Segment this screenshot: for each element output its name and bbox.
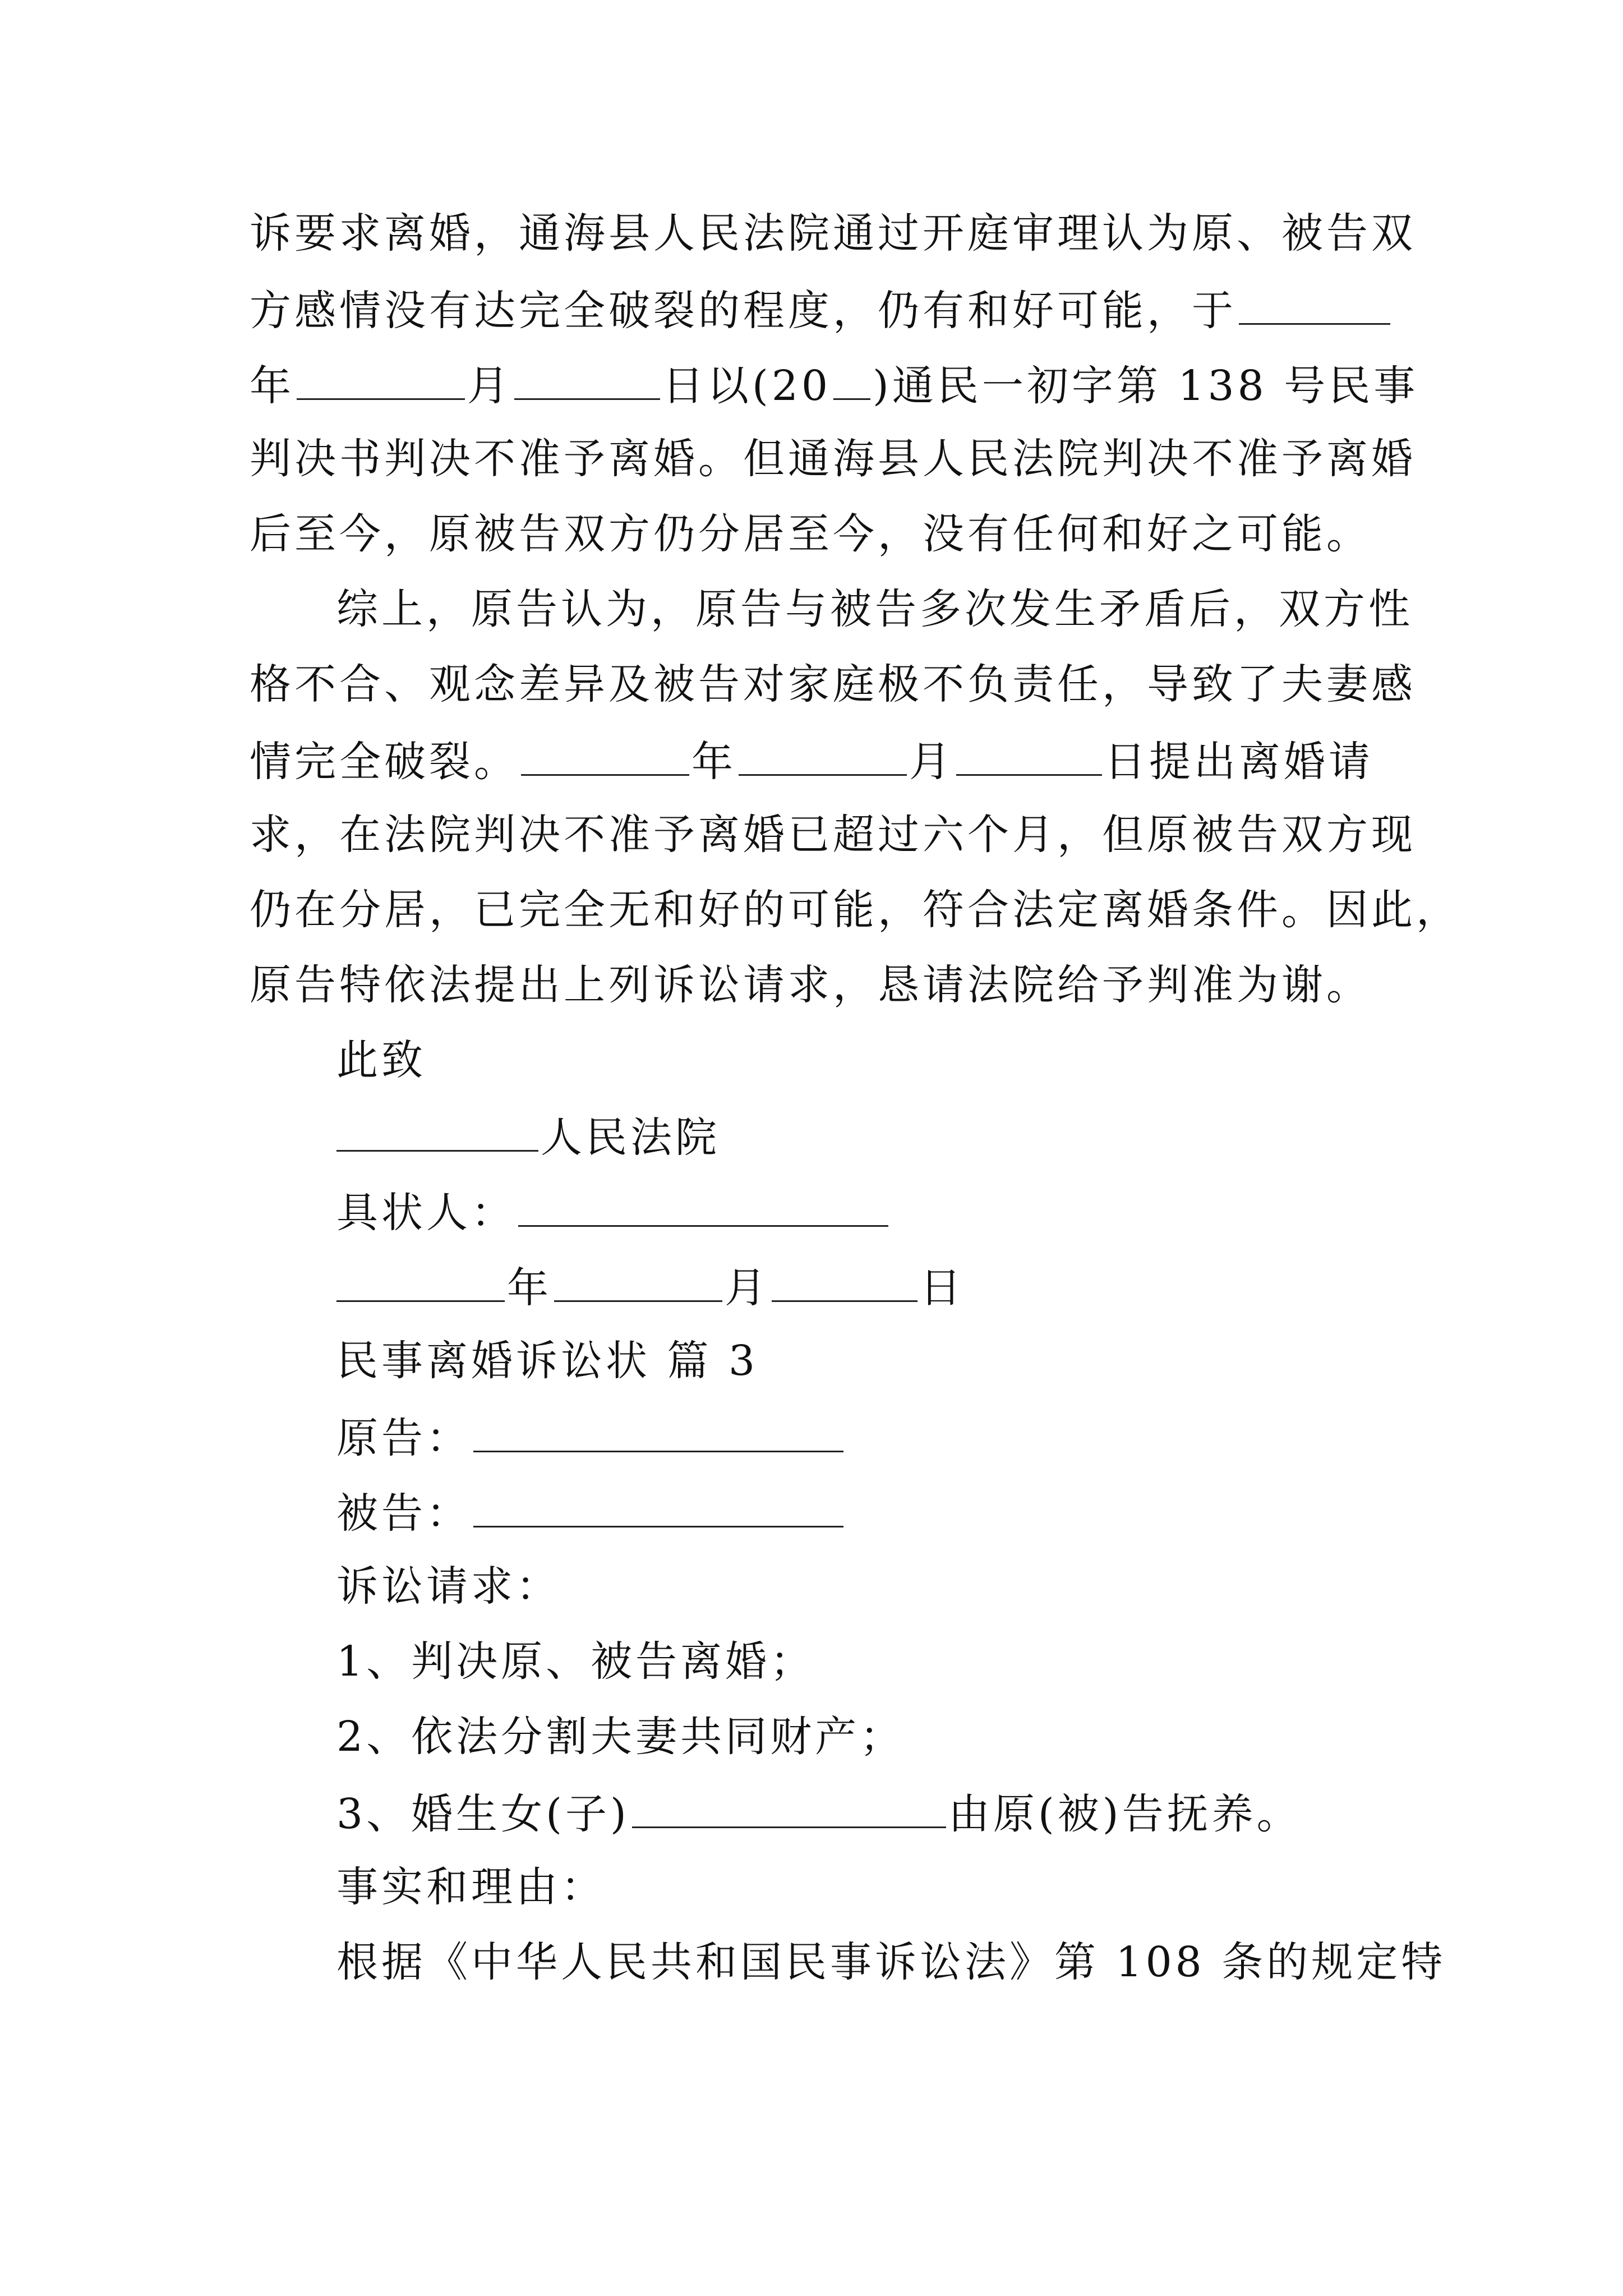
plaintiff-line — [336, 1409, 846, 1465]
claim-item-1: 1、判决原、被告离婚； — [336, 1637, 815, 1686]
blank-year — [336, 1259, 505, 1302]
claim-item-3-suffix: 由原(被)告抚养。 — [948, 1790, 1302, 1838]
blank-court-name — [336, 1108, 538, 1152]
month-label: 月 — [725, 1264, 769, 1312]
body-line-2 — [250, 282, 1393, 338]
body-line-2-text: 方感情没有达完全破裂的程度，仍有和好可能，于 — [250, 287, 1237, 335]
blank-month — [297, 357, 465, 400]
judgment-number: )通民一初字第 138 号民事 — [873, 362, 1419, 410]
blank-year — [521, 733, 689, 776]
defendant-label: 被告： — [336, 1489, 471, 1538]
body-line-10: 仍在分居，已完全无和好的可能，符合法定离婚条件。因此， — [250, 886, 1461, 934]
body-line-8 — [250, 733, 1373, 789]
signature-line — [336, 1184, 891, 1240]
body-line-9: 求，在法院判决不准予离婚已超过六个月，但原被告双方现 — [250, 811, 1416, 859]
blank-date-year — [1239, 282, 1390, 325]
body-line-8-suffix: 日提出离婚请 — [1104, 738, 1373, 786]
claims-heading: 诉讼请求： — [336, 1562, 561, 1611]
year-label: 年 — [691, 738, 736, 786]
month-label: 月 — [909, 738, 954, 786]
signature-date-line — [336, 1259, 965, 1315]
blank-signature — [518, 1184, 888, 1227]
blank-child-name — [632, 1785, 946, 1828]
blank-day — [514, 357, 660, 400]
year-label: 年 — [507, 1264, 552, 1312]
claim-item-2: 2、依法分割夫妻共同财产； — [336, 1713, 905, 1761]
day-label: 日 — [920, 1264, 965, 1312]
year-label: 年 — [250, 362, 294, 410]
body-line-last: 根据《中华人民共和国民事诉讼法》第 108 条的规定特 — [336, 1938, 1446, 1986]
body-line-4: 判决书判决不准予离婚。但通海县人民法院判决不准予离婚 — [250, 435, 1416, 483]
body-line-3 — [250, 357, 1418, 413]
claim-item-3 — [336, 1785, 1302, 1841]
blank-day — [772, 1259, 917, 1302]
body-line-7: 格不合、观念差异及被告对家庭极不负责任，导致了夫妻感 — [250, 660, 1416, 708]
court-line — [336, 1108, 720, 1165]
plaintiff-label: 原告： — [336, 1414, 471, 1462]
day-label: 日以(20 — [662, 362, 832, 410]
blank-year-suffix — [833, 365, 870, 400]
plaintiff-sign-label: 具状人： — [336, 1189, 516, 1237]
blank-defendant — [473, 1484, 843, 1527]
blank-month — [554, 1259, 722, 1302]
section-title: 民事离婚诉讼状 篇 3 — [336, 1337, 759, 1385]
defendant-line — [336, 1484, 846, 1540]
salutation: 此致 — [336, 1036, 426, 1084]
body-line-11: 原告特依法提出上列诉讼请求，恳请法院给予判准为谢。 — [250, 961, 1371, 1009]
body-line-5: 后至今，原被告双方仍分居至今，没有任何和好之可能。 — [250, 510, 1371, 558]
body-line-1: 诉要求离婚，通海县人民法院通过开庭审理认为原、被告双 — [250, 209, 1416, 257]
court-label: 人民法院 — [541, 1114, 720, 1162]
blank-day — [956, 733, 1102, 776]
body-line-6: 综上，原告认为，原告与被告多次发生矛盾后，双方性 — [336, 585, 1413, 633]
body-line-8-prefix: 情完全破裂。 — [250, 738, 519, 786]
blank-month — [739, 733, 907, 776]
blank-plaintiff — [473, 1409, 843, 1452]
facts-heading: 事实和理由： — [336, 1863, 606, 1911]
claim-item-3-prefix: 3、婚生女(子) — [336, 1790, 630, 1838]
month-label: 月 — [467, 362, 512, 410]
